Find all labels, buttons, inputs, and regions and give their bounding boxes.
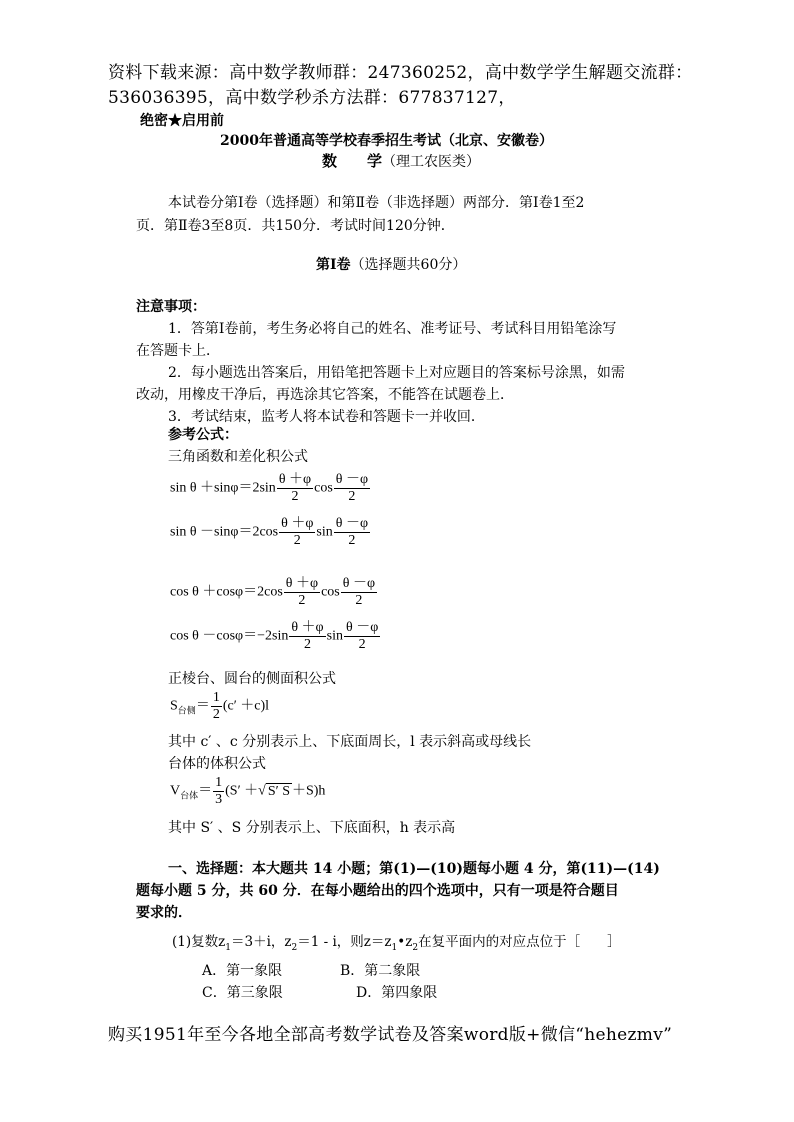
formula-lhs: sin θ ＋sinφ＝2sin: [170, 480, 276, 496]
header-line-2: 536036395，高中数学秒杀方法群：677837127，: [108, 88, 516, 108]
denominator: 2: [212, 707, 220, 722]
formula-rest: (c′ ＋c)l: [222, 698, 270, 714]
formula-mid: cos: [321, 584, 340, 600]
formula-sum-cos: [170, 576, 378, 609]
trig-title: 三角函数和差化积公式: [168, 449, 308, 465]
stem-part: ＝3＋i，z: [230, 934, 292, 950]
numerator: θ ＋φ: [285, 576, 319, 591]
sqrt-sign: √: [258, 783, 266, 799]
equals: ＝: [195, 698, 210, 714]
part1-line-3: 要求的．: [136, 905, 192, 921]
volume-title: 台体的体积公式: [168, 756, 266, 772]
formula-diff-sin: [170, 516, 371, 549]
numerator: θ －φ: [342, 576, 376, 591]
subscript: 1: [391, 943, 398, 953]
numerator: θ ＋φ: [278, 472, 312, 487]
formula-lhs: cos θ ＋cosφ＝2cos: [170, 584, 283, 600]
formula-mid: cos: [314, 480, 333, 496]
formula-sum-sin: [170, 472, 371, 505]
volume-note: 其中 S′ 、S 分别表示上、下底面积，h 表示高: [168, 820, 456, 836]
formula-lhs: sin θ －sinφ＝2cos: [170, 524, 279, 540]
section1-heading: [316, 254, 466, 274]
note-item: 改动，用橡皮干净后，再选涂其它答案，不能答在试题卷上．: [136, 387, 514, 403]
fraction: [289, 620, 325, 653]
formula-lhs: cos θ －cosφ＝−2sin: [170, 628, 289, 644]
denominator: 2: [348, 533, 356, 548]
numerator: θ －φ: [345, 620, 379, 635]
formula-side-area: [170, 690, 269, 723]
subscript: 台侧: [177, 705, 196, 716]
formula-diff-cos: [170, 620, 381, 653]
exam-title: 2000年普通高等学校春季招生考试（北京、安徽卷）: [220, 133, 553, 149]
subscript: 2: [291, 943, 298, 953]
intro-line-2: 页．第Ⅱ卷3至8页．共150分．考试时间120分钟．: [136, 218, 455, 234]
denominator: 2: [348, 489, 356, 504]
fraction: [284, 576, 320, 609]
formula-symbol: S: [170, 698, 178, 714]
subscript: 台体: [180, 790, 199, 801]
denominator: 3: [215, 792, 223, 807]
stem-part: (1)复数z: [172, 934, 226, 950]
fraction: [277, 472, 313, 505]
fraction: [213, 775, 224, 808]
stem-part: 在复平面内的对应点位于［ ］: [418, 934, 621, 950]
note-item: 1．答第Ⅰ卷前，考生务必将自己的姓名、准考证号、考试科目用铅笔涂写: [168, 321, 617, 337]
fraction: [344, 620, 380, 653]
option-c: C．第三象限: [202, 985, 283, 1001]
note-item: 2．每小题选出答案后，用铅笔把答题卡上对应题目的答案标号涂黑，如需: [168, 365, 625, 381]
formula-mid: sin: [326, 628, 343, 644]
section1-note: （选择题共60分）: [350, 257, 467, 273]
numerator: 1: [212, 690, 220, 705]
subscript: 2: [412, 943, 419, 953]
formula-symbol: V: [170, 783, 181, 799]
fraction: [211, 690, 222, 723]
fraction: [279, 516, 315, 549]
formula-mid: sin: [316, 524, 333, 540]
numerator: θ ＋φ: [291, 620, 324, 635]
formula-part: (S′ ＋: [225, 783, 259, 799]
footer-ad: 购买1951年至今各地全部高考数学试卷及答案word版+微信“hehezmv”: [108, 1025, 673, 1045]
secret-label: 绝密★启用前: [140, 113, 224, 129]
sqrt-radicand: S′ S: [267, 783, 290, 799]
notes-heading: 注意事项：: [136, 299, 206, 315]
header-line-1: 资料下载来源：高中数学教师群：247360252，高中数学学生解题交流群：: [108, 63, 693, 83]
option-d: D．第四象限: [356, 985, 438, 1001]
denominator: 2: [303, 637, 311, 652]
fraction: [334, 516, 370, 549]
fraction: [341, 576, 377, 609]
question-1-stem: [172, 930, 621, 953]
numerator: θ ＋φ: [281, 516, 314, 531]
numerator: 1: [215, 775, 223, 790]
denominator: 2: [355, 593, 363, 608]
formula-part: ＋S)h: [291, 783, 326, 799]
subject-name: 数 学: [322, 152, 383, 170]
section1-title: 第Ⅰ卷: [316, 257, 351, 273]
part1-line-1: 一、选择题：本大题共 14 小题；第(1)—(10)题每小题 4 分，第(11)—(14): [168, 861, 660, 877]
note-item: 在答题卡上．: [136, 343, 220, 359]
denominator: 2: [358, 637, 366, 652]
part1-line-2: 题每小题 5 分，共 60 分．在每小题给出的四个选项中，只有一项是符合题目: [136, 883, 619, 899]
numerator: θ －φ: [335, 472, 369, 487]
denominator: 2: [293, 533, 301, 548]
denominator: 2: [298, 593, 306, 608]
formula-volume: [170, 775, 325, 808]
side-area-note: 其中 c′ 、c 分别表示上、下底面周长，l 表示斜高或母线长: [168, 734, 532, 750]
subject-line: [322, 150, 480, 171]
denominator: 2: [291, 489, 299, 504]
equals: ＝: [198, 783, 213, 799]
formulas-heading: 参考公式：: [168, 427, 238, 443]
note-item: 3．考试结束，监考人将本试卷和答题卡一并收回．: [168, 409, 485, 425]
subscript: 1: [225, 943, 231, 953]
stem-part: •z: [397, 934, 413, 950]
intro-line-1: 本试卷分第Ⅰ卷（选择题）和第Ⅱ卷（非选择题）两部分．第Ⅰ卷1至2: [168, 195, 585, 211]
option-b: B．第二象限: [340, 963, 421, 979]
option-a: A．第一象限: [202, 963, 283, 979]
subject-type: （理工农医类）: [382, 154, 481, 170]
stem-part: ＝1 - i，则z＝z: [297, 934, 392, 950]
frustum-title: 正棱台、圆台的侧面积公式: [168, 671, 336, 687]
fraction: [334, 472, 370, 505]
numerator: θ －φ: [335, 516, 369, 531]
